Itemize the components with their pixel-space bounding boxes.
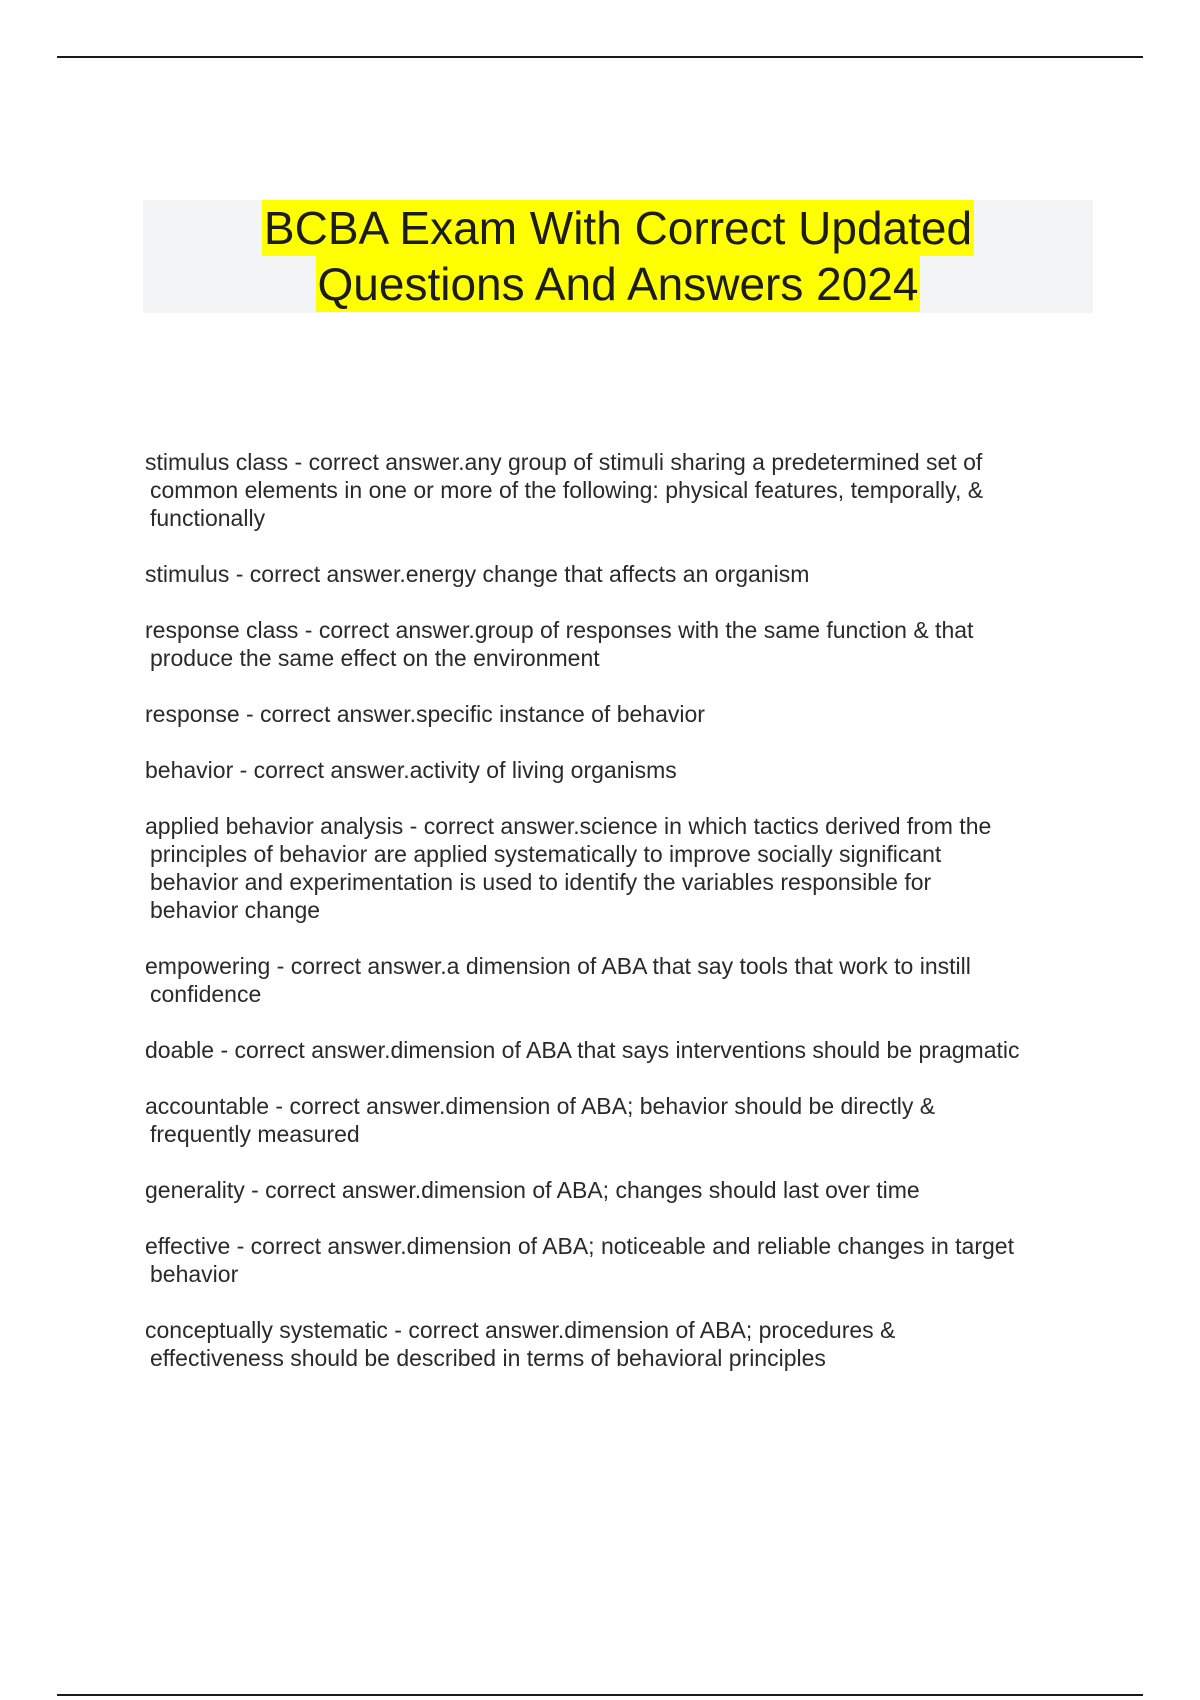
bottom-rule <box>57 1694 1143 1696</box>
title-box <box>143 200 1093 313</box>
entry-line: functionally <box>150 505 266 531</box>
qa-entry <box>145 1176 1145 1204</box>
entry-line: frequently measured <box>150 1121 360 1147</box>
qa-entry <box>145 560 1145 588</box>
entry-line: response class - correct answer.group of responses with the same function & that <box>145 617 974 643</box>
qa-entry <box>145 1036 1145 1064</box>
entry-line: behavior <box>150 1261 239 1287</box>
entry-line: accountable - correct answer.dimension of ABA; behavior should be directly & <box>145 1093 936 1119</box>
qa-entry <box>145 700 1145 728</box>
entry-line: produce the same effect on the environment <box>150 645 600 671</box>
entry-line: behavior and experimentation is used to identify the variables responsible for <box>150 869 932 895</box>
entry-line: stimulus class - correct answer.any group of stimuli sharing a predetermined set of <box>145 449 983 475</box>
qa-entry <box>145 1316 1145 1372</box>
qa-entry <box>145 448 1145 532</box>
entry-line: effective - correct answer.dimension of ABA; noticeable and reliable changes in target <box>145 1233 1014 1259</box>
entry-line: empowering - correct answer.a dimension of ABA that say tools that work to instill <box>145 953 971 979</box>
entry-line: response - correct answer.specific instance of behavior <box>145 701 705 727</box>
qa-entry <box>145 756 1145 784</box>
entry-line: common elements in one or more of the following: physical features, temporally, & <box>150 477 984 503</box>
entry-line: behavior - correct answer.activity of living organisms <box>145 757 677 783</box>
qa-entry <box>145 616 1145 672</box>
qa-entry <box>145 812 1145 924</box>
entry-line: stimulus - correct answer.energy change that affects an organism <box>145 561 810 587</box>
qa-entry <box>145 952 1145 1008</box>
qa-entries-list <box>145 448 1145 1400</box>
entry-line: confidence <box>150 981 262 1007</box>
entry-line: effectiveness should be described in terms of behavioral principles <box>150 1345 826 1371</box>
entry-line: doable - correct answer.dimension of ABA that says interventions should be pragmatic <box>145 1037 1020 1063</box>
entry-line: generality - correct answer.dimension of ABA; changes should last over time <box>145 1177 920 1203</box>
entry-line: principles of behavior are applied systematically to improve socially significant <box>150 841 942 867</box>
entry-line: conceptually systematic - correct answer.dimension of ABA; procedures & <box>145 1317 896 1343</box>
qa-entry <box>145 1232 1145 1288</box>
top-rule <box>57 56 1143 58</box>
entry-line: behavior change <box>150 897 321 923</box>
entry-line: applied behavior analysis - correct answer.science in which tactics derived from the <box>145 813 992 839</box>
document-title-line-1: BCBA Exam With Correct Updated <box>263 202 973 254</box>
document-title-line-2: Questions And Answers 2024 <box>317 258 919 310</box>
qa-entry <box>145 1092 1145 1148</box>
